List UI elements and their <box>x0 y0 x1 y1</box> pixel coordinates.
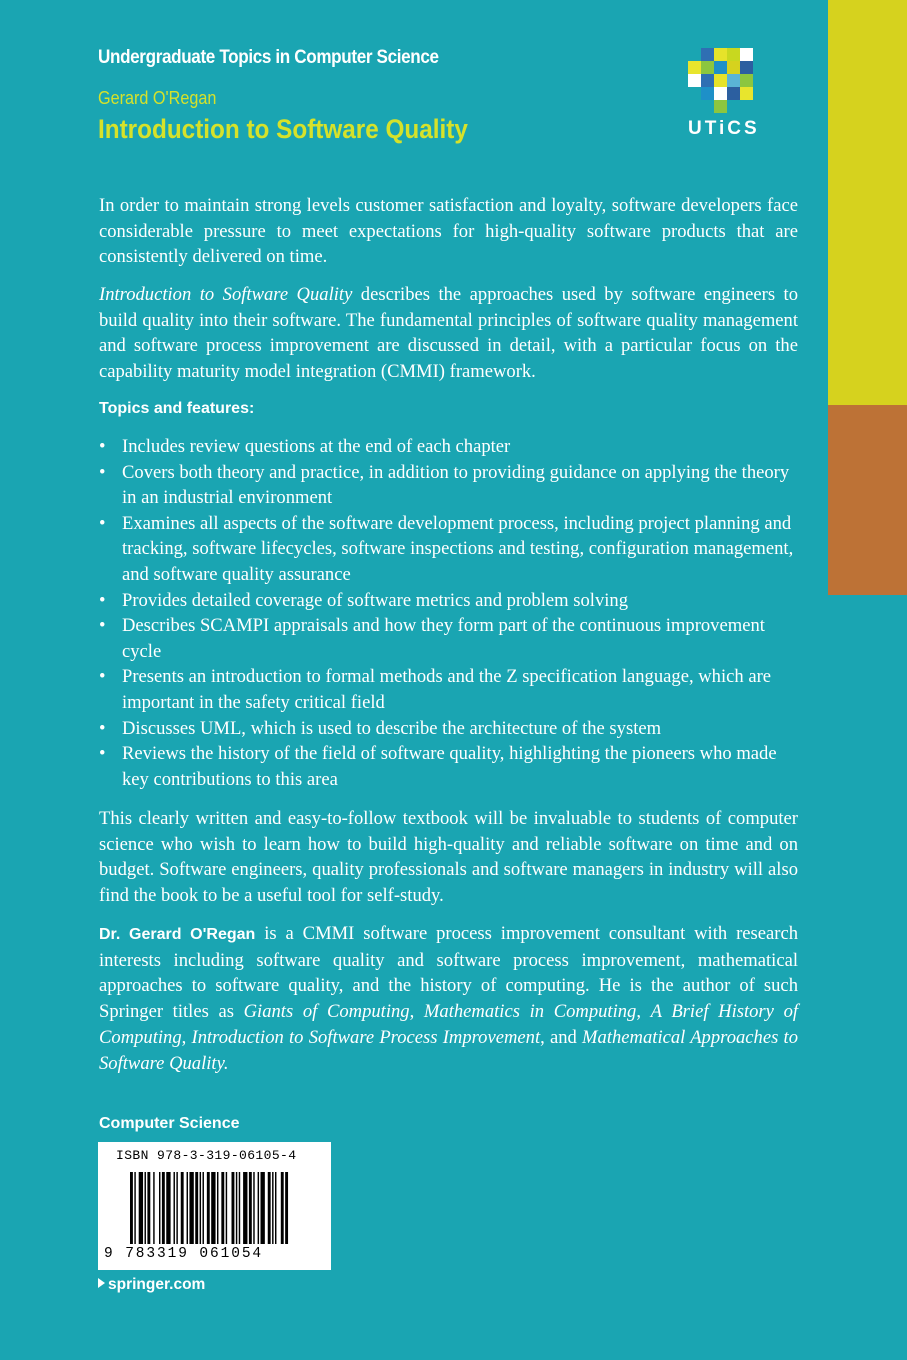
website-text: springer.com <box>108 1276 206 1293</box>
author-name: Gerard O'Regan <box>98 88 217 108</box>
list-item: • Provides detailed coverage of software metrics and problem solving <box>99 588 798 614</box>
arrow-right-icon <box>98 1278 105 1288</box>
barcode-digits: 9 783319 061054 <box>104 1246 264 1262</box>
accent-stripe-yellow <box>828 0 907 405</box>
list-item: • Discusses UML, which is used to describe the architecture of the system <box>99 716 798 742</box>
accent-stripe-teal <box>828 595 907 1360</box>
bio-author-name: Dr. Gerard O'Regan <box>99 926 256 943</box>
series-name: Undergraduate Topics in Computer Science <box>98 47 439 68</box>
features-list <box>99 434 798 792</box>
utics-mosaic-icon <box>688 48 754 110</box>
bio-separator: , <box>409 1001 424 1023</box>
intro-paragraph-2-text: describes the approaches used by software engineers to build quality into their software. The fundamental principles of software quality management and software process improvement are discussed in detail, with a particular focus on the capability maturity model integration (CMMI) framework. <box>99 284 799 383</box>
list-item: • Covers both theory and practice, in addition to providing guidance on applying the theory in an industrial environment <box>99 460 798 511</box>
list-item: • Presents an introduction to formal methods and the Z specification language, which are important in the safety critical field <box>99 664 798 715</box>
bio-book-title: Introduction to Software Process Improvement <box>191 1026 541 1048</box>
category-label: Computer Science <box>99 1115 240 1132</box>
bio-book-title: Mathematics in Computing <box>423 1001 637 1023</box>
book-title: Introduction to Software Quality <box>98 114 468 144</box>
list-item: • Reviews the history of the field of software quality, highlighting the pioneers who made key contributions to this area <box>99 741 798 792</box>
bio-separator: , <box>636 1001 651 1023</box>
utics-logo-text: UTiCS <box>688 118 760 139</box>
bio-text: is a CMMI software process improvement consultant with research interests including software quality and software process improvement, mathematical approaches to software quality, and the history of computing. He is the author of such Springer titles as <box>99 923 798 1023</box>
list-item: • Includes review questions at the end of each chapter <box>99 434 798 460</box>
bio-book-title: A Brief History of Computing <box>99 1001 799 1048</box>
list-item: • Describes SCAMPI appraisals and how they form part of the continuous improvement cycle <box>99 613 798 664</box>
isbn-barcode <box>98 1142 331 1270</box>
intro-paragraph-2 <box>99 282 798 385</box>
intro-paragraph-1: In order to maintain strong levels customer satisfaction and loyalty, software developers face considerable pressure to meet expectations for high-quality software products that are consistently delivered on time. <box>99 195 798 268</box>
bio-book-title: Mathematical Approaches to Software Quality. <box>99 1026 799 1074</box>
summary-paragraph: This clearly written and easy-to-follow textbook will be invaluable to students of computer science who wish to learn how to build high-quality and reliable software on time and on budget. Software engineers, quality professionals and software managers in industry will also find the book to be a useful tool for self-study. <box>99 808 798 907</box>
bio-separator: , <box>181 1026 192 1048</box>
author-bio <box>99 921 798 1076</box>
utics-logo <box>688 48 760 140</box>
publisher-website-link[interactable] <box>98 1276 205 1294</box>
book-title-reference: Introduction to Software Quality <box>99 284 353 305</box>
list-item: • Examines all aspects of the software development process, including project planning and tracking, software lifecycles, software inspections and testing, configuration management, and software quality assurance <box>99 511 798 588</box>
accent-stripe-orange <box>828 405 907 595</box>
bio-separator: , and <box>540 1026 583 1048</box>
topics-heading: Topics and features: <box>99 400 255 417</box>
bio-book-title: Giants of Computing <box>243 1001 410 1023</box>
isbn-number: ISBN 978-3-319-06105-4 <box>116 1148 297 1163</box>
